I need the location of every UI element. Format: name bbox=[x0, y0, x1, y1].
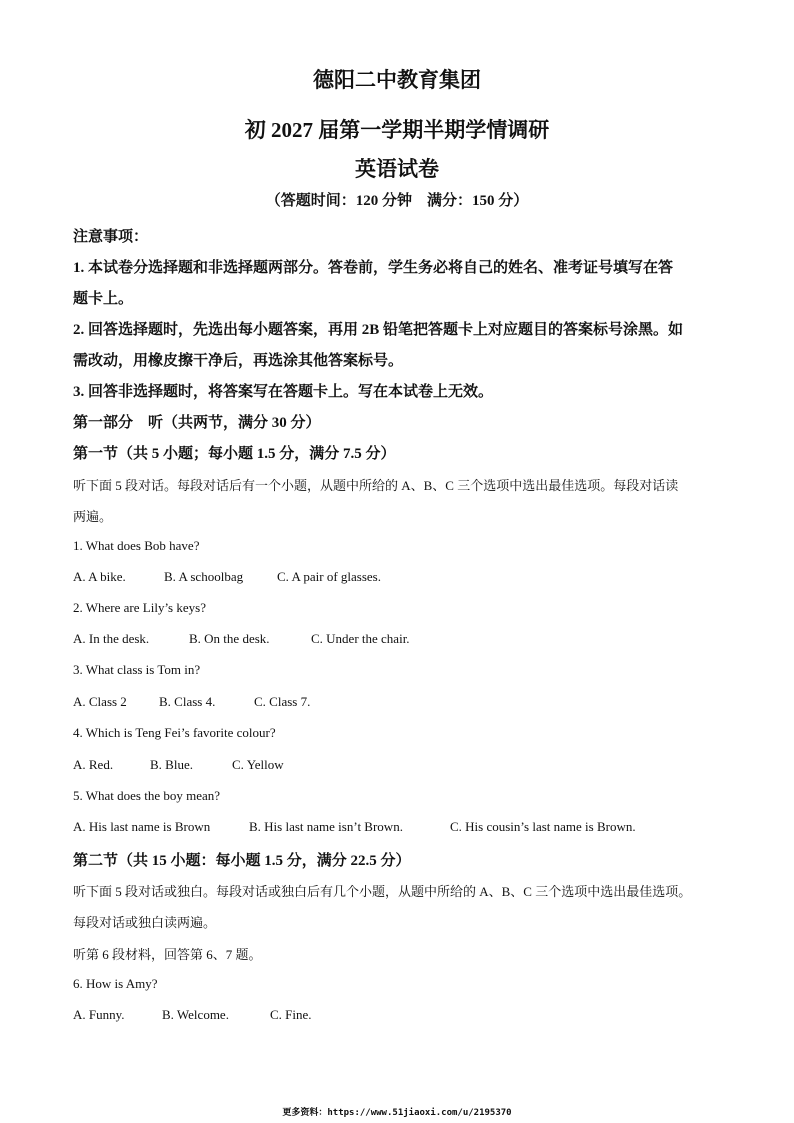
notice-item-3: 3. 回答非选择题时，将答案写在答题卡上。写在本试卷上无效。 bbox=[73, 384, 494, 400]
question-1-option-b: B. A schoolbag bbox=[164, 569, 244, 584]
subject-title: 英语试卷 bbox=[355, 157, 439, 181]
section2-instructions-b: 每段对话或独白读两遍。 bbox=[73, 915, 217, 930]
school-title: 德阳二中教育集团 bbox=[313, 68, 481, 92]
question-5-option-b: B. His last name isn’t Brown. bbox=[249, 819, 403, 834]
question-6-stem: 6. How is Amy? bbox=[73, 976, 158, 991]
question-4-stem: 4. Which is Teng Fei’s favorite colour? bbox=[73, 725, 276, 740]
question-1-stem: 1. What does Bob have? bbox=[73, 538, 200, 553]
notice-item-2a: 2. 回答选择题时，先选出每小题答案，再用 2B 铅笔把答题卡上对应题目的答案标号涂黑。如 bbox=[73, 322, 684, 338]
question-1-option-a: A. A bike. bbox=[73, 569, 126, 584]
part1-title: 第一部分 听（共两节，满分 30 分） bbox=[73, 415, 321, 431]
question-4-option-a: A. Red. bbox=[73, 757, 114, 772]
question-2-option-b: B. On the desk. bbox=[189, 631, 270, 646]
question-5-option-a: A. His last name is Brown bbox=[73, 819, 211, 834]
notice-item-1b: 题卡上。 bbox=[73, 291, 134, 307]
question-1-option-c: C. A pair of glasses. bbox=[277, 569, 381, 584]
question-2-stem: 2. Where are Lily’s keys? bbox=[73, 600, 206, 615]
notice-item-1a: 1. 本试卷分选择题和非选择题两部分。答卷前，学生务必将自己的姓名、准考证号填写在答 bbox=[73, 260, 674, 276]
question-6-option-c: C. Fine. bbox=[270, 1007, 312, 1022]
section2-material-note: 听第 6 段材料，回答第 6、7 题。 bbox=[73, 947, 262, 962]
notice-item-2b: 需改动，用橡皮擦干净后，再选涂其他答案标号。 bbox=[73, 353, 404, 369]
time-score-line: （答题时间：120 分钟 满分：150 分） bbox=[265, 193, 529, 209]
question-3-option-b: B. Class 4. bbox=[159, 694, 216, 709]
section1-instructions-b: 两遍。 bbox=[73, 509, 113, 524]
section2-instructions-a: 听下面 5 段对话或独白。每段对话或独白后有几个小题，从题中所给的 A、B、C 三个选项中选出最佳选项。 bbox=[73, 884, 692, 899]
question-3-option-a: A. Class 2 bbox=[73, 694, 127, 709]
question-2-option-c: C. Under the chair. bbox=[311, 631, 410, 646]
footer-resource-link[interactable]: 更多资料：https://www.51jiaoxi.com/u/2195370 bbox=[282, 1108, 512, 1118]
question-6-option-b: B. Welcome. bbox=[162, 1007, 229, 1022]
question-4-option-b: B. Blue. bbox=[150, 757, 193, 772]
question-4-option-c: C. Yellow bbox=[232, 757, 284, 772]
exam-title: 初 2027 届第一学期半期学情调研 bbox=[244, 118, 550, 142]
question-3-stem: 3. What class is Tom in? bbox=[73, 662, 201, 677]
notice-title: 注意事项： bbox=[73, 229, 149, 245]
question-5-stem: 5. What does the boy mean? bbox=[73, 788, 221, 803]
section1-instructions-a: 听下面 5 段对话。每段对话后有一个小题，从题中所给的 A、B、C 三个选项中选出最佳选项。每段对话读 bbox=[73, 478, 679, 493]
question-5-option-c: C. His cousin’s last name is Brown. bbox=[450, 819, 636, 834]
question-3-option-c: C. Class 7. bbox=[254, 694, 311, 709]
question-6-option-a: A. Funny. bbox=[73, 1007, 125, 1022]
section1-title: 第一节（共 5 小题；每小题 1.5 分，满分 7.5 分） bbox=[73, 446, 396, 462]
section2-title: 第二节（共 15 小题：每小题 1.5 分，满分 22.5 分） bbox=[73, 853, 411, 869]
question-2-option-a: A. In the desk. bbox=[73, 631, 150, 646]
